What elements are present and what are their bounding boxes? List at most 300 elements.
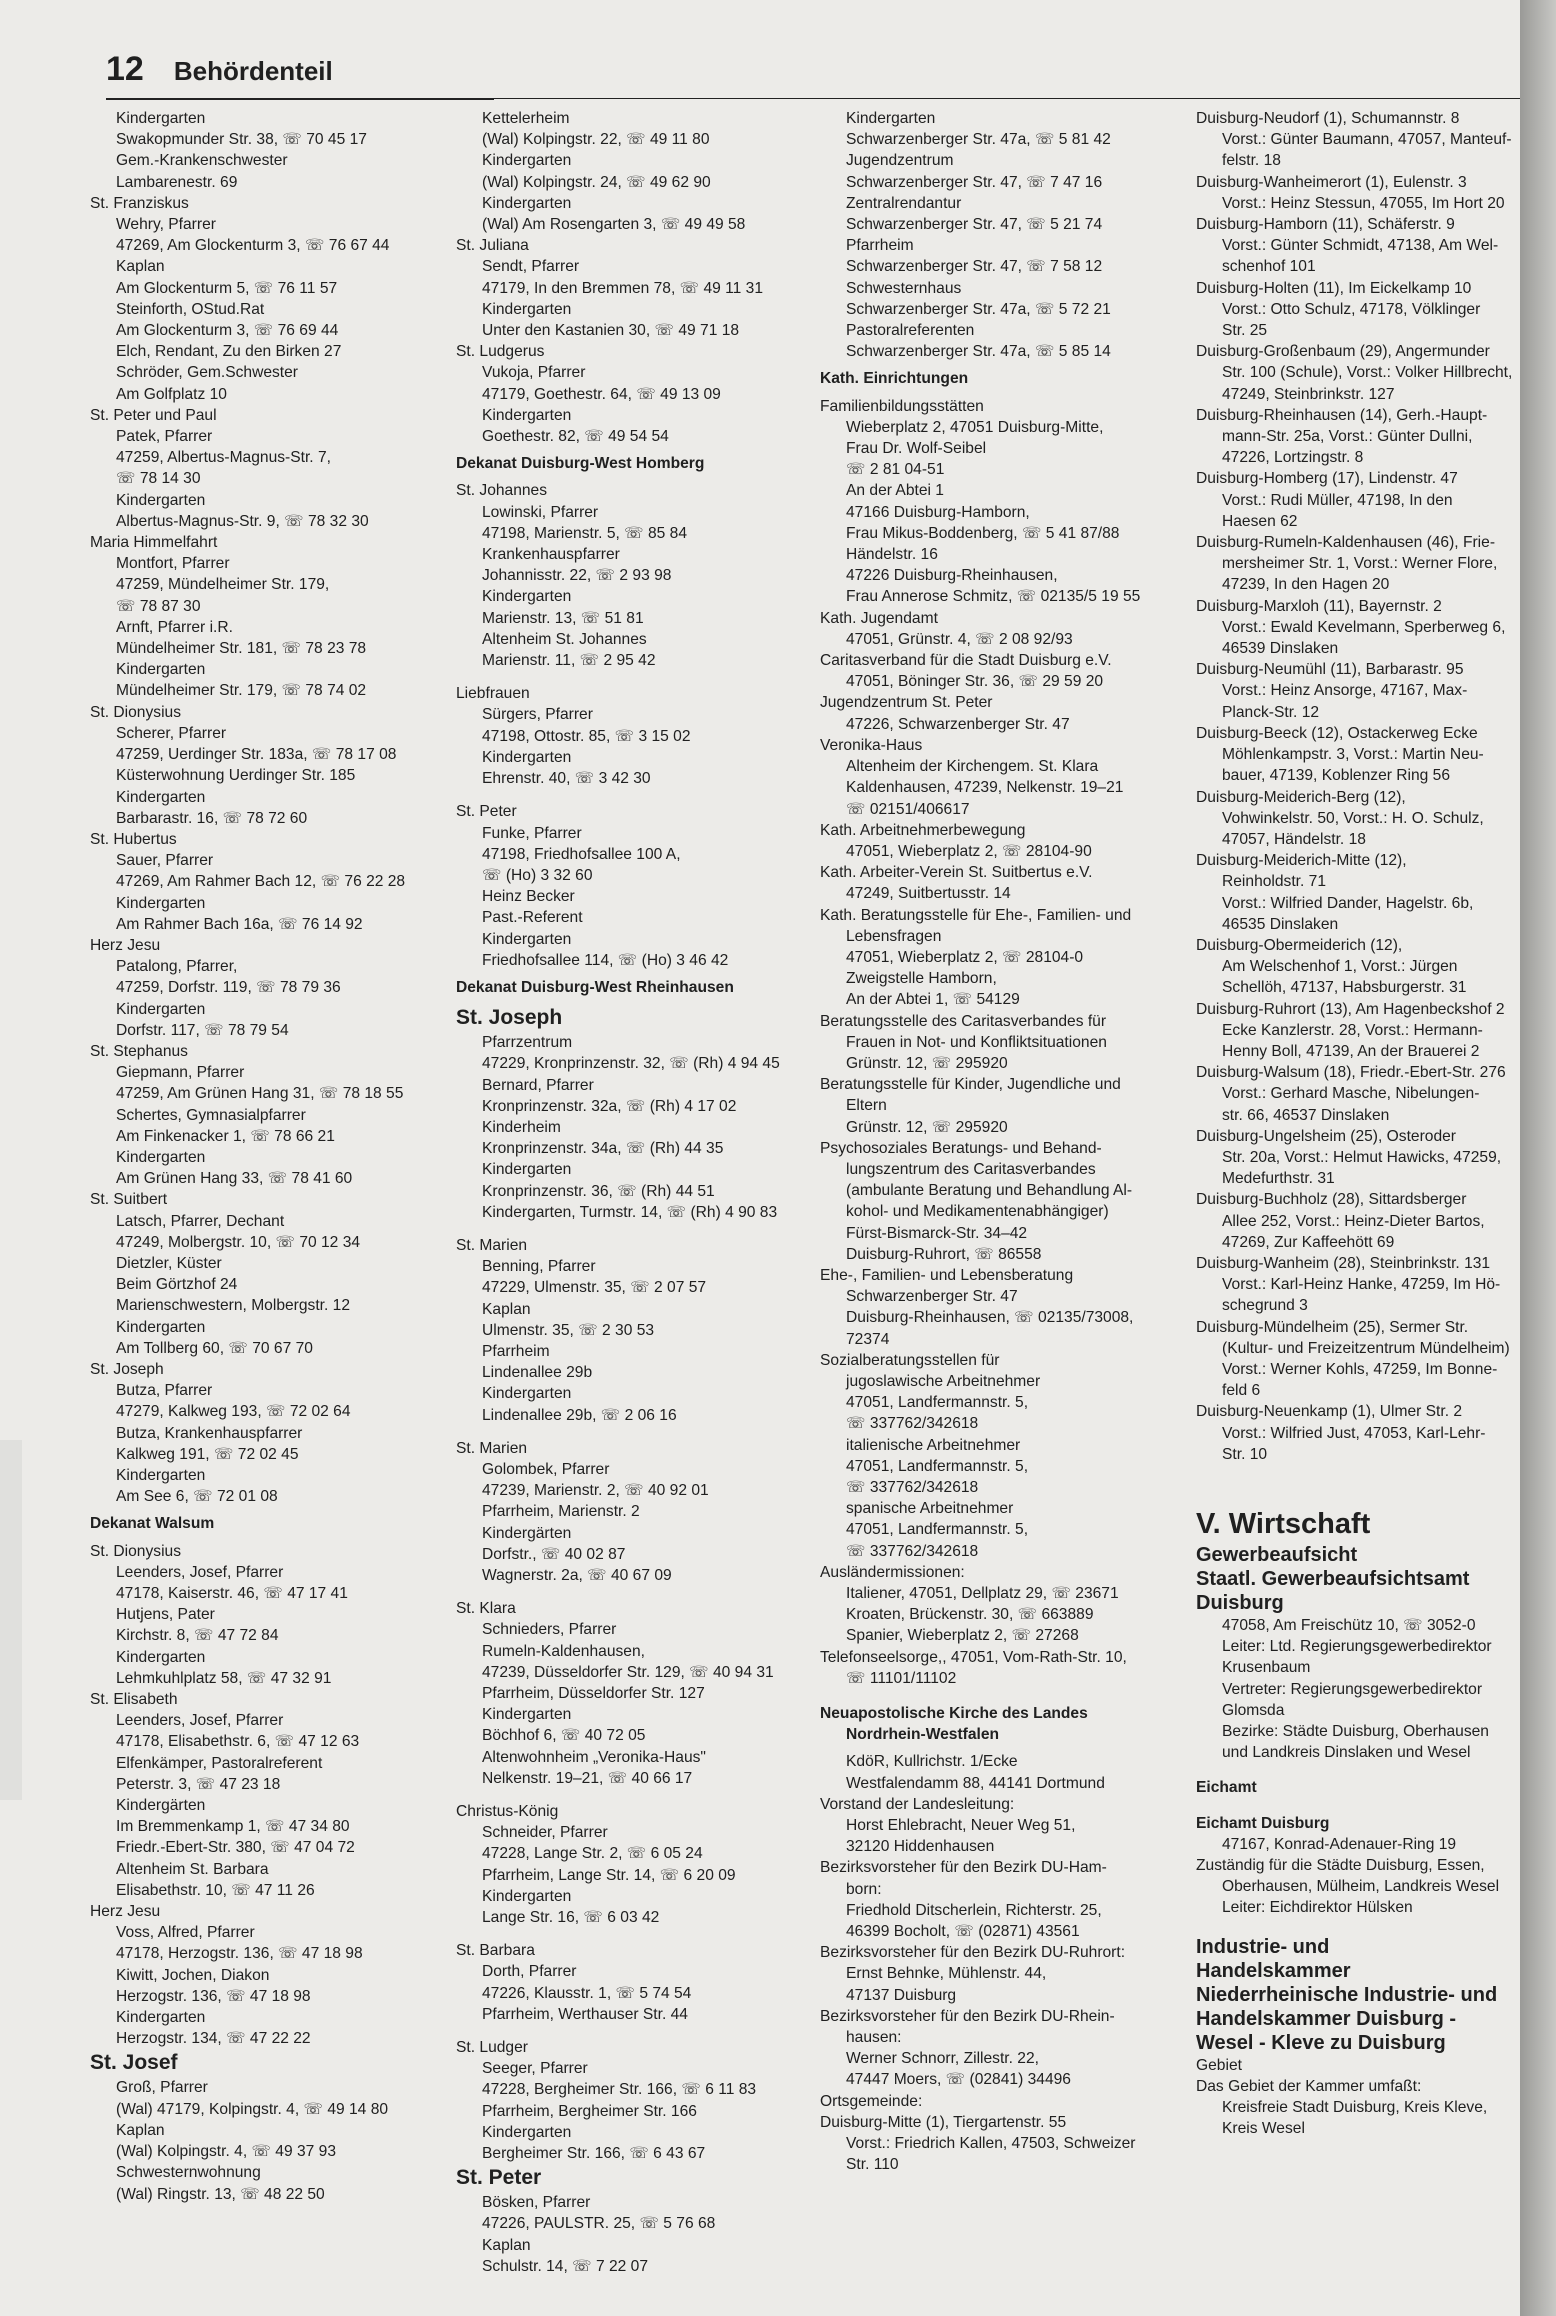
entry-line: (Wal) Am Rosengarten 3, ☏ 49 49 58 bbox=[482, 216, 746, 234]
entry-line: Italiener, 47051, Dellplatz 29, ☏ 23671 bbox=[846, 1585, 1119, 1603]
entry-line: Dorth, Pfarrer bbox=[482, 1963, 577, 1981]
entry-title: Gebiet bbox=[1196, 2056, 1242, 2074]
entry-line: ☏ 337762/342618 bbox=[846, 1415, 979, 1433]
entry-line: Funke, Pfarrer bbox=[482, 824, 582, 842]
entry-title: St. Elisabeth bbox=[90, 1691, 178, 1709]
side-thumb-tab bbox=[0, 1440, 22, 1800]
entry-line: Kindergarten bbox=[482, 588, 572, 606]
entry-line: ☏ 337762/342618 bbox=[846, 1479, 979, 1496]
entry-line: Am Glockenturm 3, ☏ 76 69 44 bbox=[116, 322, 339, 340]
parish-heading: St. Josef bbox=[90, 2051, 178, 2075]
entry-line: Schellöh, 47137, Habsburgerstr. 31 bbox=[1222, 979, 1467, 997]
subheading: Industrie- und bbox=[1196, 1935, 1330, 1958]
entry-line: Pfarrheim bbox=[482, 1342, 550, 1360]
entry-line: Giepmann, Pfarrer bbox=[116, 1064, 245, 1082]
entry-line: Duisburg-Ruhrort, ☏ 86558 bbox=[846, 1245, 1042, 1263]
entry-title: Kath. Jugendamt bbox=[820, 609, 938, 627]
entry-line: (Wal) 47179, Kolpingstr. 4, ☏ 49 14 80 bbox=[116, 2100, 389, 2118]
entry-line: 47447 Moers, ☏ (02841) 34496 bbox=[846, 2071, 1071, 2089]
entry-line: Montfort, Pfarrer bbox=[116, 555, 230, 573]
entry-line: 47051, Grünstr. 4, ☏ 2 08 92/93 bbox=[846, 630, 1073, 648]
entry-line: und Landkreis Dinslaken und Wesel bbox=[1222, 1744, 1471, 1762]
entry-line: Altenheim der Kirchengem. St. Klara bbox=[846, 758, 1099, 776]
entry-line: Seeger, Pfarrer bbox=[482, 2060, 588, 2078]
entry-line: Duisburg-Rheinhausen, ☏ 02135/73008, bbox=[846, 1309, 1134, 1327]
entry-line: Str. 25 bbox=[1222, 322, 1268, 340]
page-header bbox=[106, 50, 333, 89]
entry-line: Eltern bbox=[846, 1097, 887, 1115]
entry-line: Am Tollberg 60, ☏ 70 67 70 bbox=[116, 1339, 313, 1357]
subsection-heading: Neuapostolische Kirche des Landes bbox=[820, 1705, 1088, 1723]
entry-line: Albertus-Magnus-Str. 9, ☏ 78 32 30 bbox=[116, 512, 369, 530]
entry-line: 47179, Goethestr. 64, ☏ 49 13 09 bbox=[482, 385, 721, 403]
entry-line: Str. 110 bbox=[846, 2156, 899, 2174]
entry-line: Vorst.: Karl-Heinz Hanke, 47259, Im Hö- bbox=[1222, 1276, 1501, 1294]
entry-line: Wagnerstr. 2a, ☏ 40 67 09 bbox=[482, 1567, 672, 1584]
entry-line: feld 6 bbox=[1222, 1382, 1261, 1400]
entry-line: Jugendzentrum bbox=[846, 152, 954, 170]
entry-line: Arnft, Pfarrer i.R. bbox=[116, 618, 233, 636]
entry-title: Beratungsstelle des Caritasverbandes für bbox=[820, 1012, 1107, 1030]
subheading: Niederrheinische Industrie- und bbox=[1196, 1983, 1498, 2006]
entry-title: Duisburg-Mündelheim (25), Sermer Str. bbox=[1196, 1318, 1469, 1336]
entry-line: Bezirke: Städte Duisburg, Oberhausen bbox=[1222, 1723, 1489, 1741]
entry-line: Bergheimer Str. 166, ☏ 6 43 67 bbox=[482, 2145, 706, 2163]
entry-title: Duisburg-Meiderich-Mitte (12), bbox=[1196, 852, 1407, 870]
entry-title: St. Dionysius bbox=[90, 703, 181, 721]
entry-line: Vorst.: Werner Kohls, 47259, Im Bonne- bbox=[1222, 1360, 1498, 1378]
entry-line: 47051, Böninger Str. 36, ☏ 29 59 20 bbox=[846, 673, 1104, 691]
entry-line: 47166 Duisburg-Hamborn, bbox=[846, 503, 1030, 521]
entry-line: Kindergarten bbox=[482, 406, 572, 424]
entry-title: Maria Himmelfahrt bbox=[90, 534, 218, 552]
entry-line: kohol- und Medikamentenabhängiger) bbox=[846, 1203, 1109, 1221]
entry-line: Altenwohnheim „Veronika-Haus" bbox=[482, 1748, 706, 1766]
entry-line: Altenheim St. Barbara bbox=[116, 1860, 269, 1878]
entry-line: Kindergarten bbox=[482, 300, 572, 318]
entry-line: Heinz Becker bbox=[482, 888, 575, 906]
entry-line: Voss, Alfred, Pfarrer bbox=[116, 1924, 255, 1942]
entry-line: Past.-Referent bbox=[482, 909, 583, 927]
entry-line: Kindergarten bbox=[482, 1385, 572, 1403]
entry-title: Duisburg-Rheinhausen (14), Gerh.-Haupt- bbox=[1196, 406, 1488, 424]
section-heading: Dekanat Duisburg-West Rheinhausen bbox=[456, 978, 734, 996]
entry-line: Frau Annerose Schmitz, ☏ 02135/5 19 55 bbox=[846, 588, 1141, 606]
entry-line: (Wal) Ringstr. 13, ☏ 48 22 50 bbox=[116, 2185, 325, 2203]
entry-line: Str. 20a, Vorst.: Helmut Hawicks, 47259, bbox=[1222, 1148, 1502, 1166]
entry-line: Friedhofsallee 114, ☏ (Ho) 3 46 42 bbox=[482, 951, 729, 969]
entry-title: Kath. Arbeiter-Verein St. Suitbertus e.V. bbox=[820, 864, 1093, 882]
entry-line: Sendt, Pfarrer bbox=[482, 258, 580, 276]
entry-line: Johannisstr. 22, ☏ 2 93 98 bbox=[482, 567, 672, 585]
entry-line: hausen: bbox=[846, 2029, 902, 2047]
entry-line: 47269, Am Rahmer Bach 12, ☏ 76 22 28 bbox=[116, 873, 406, 891]
entry-title: Ortsgemeinde: bbox=[820, 2092, 923, 2110]
entry-line: Kindergarten bbox=[482, 930, 572, 948]
entry-line: Golombek, Pfarrer bbox=[482, 1460, 610, 1478]
entry-line: Swakopmunder Str. 38, ☏ 70 45 17 bbox=[116, 131, 367, 149]
entry-line: Kindergarten bbox=[116, 491, 206, 509]
subsection-heading: Eichamt Duisburg bbox=[1196, 1814, 1330, 1832]
entry-line: 47051, Landfermannstr. 5, bbox=[846, 1457, 1029, 1475]
entry-line: 46399 Bocholt, ☏ (02871) 43561 bbox=[846, 1923, 1080, 1941]
entry-line: KdöR, Kullrichstr. 1/Ecke bbox=[846, 1753, 1018, 1771]
entry-line: Schwarzenberger Str. 47, ☏ 7 58 12 bbox=[846, 258, 1103, 276]
entry-line: Leenders, Josef, Pfarrer bbox=[116, 1712, 284, 1730]
entry-line: An der Abtei 1, ☏ 54129 bbox=[846, 991, 1020, 1009]
entry-line: (Wal) Kolpingstr. 4, ☏ 49 37 93 bbox=[116, 2143, 337, 2161]
entry-line: Kaplan bbox=[116, 258, 165, 276]
entry-line: Schwarzenberger Str. 47a, ☏ 5 81 42 bbox=[846, 131, 1111, 149]
entry-line: Nelkenstr. 19–21, ☏ 40 66 17 bbox=[482, 1769, 693, 1787]
entry-title: Ausländermissionen: bbox=[820, 1563, 965, 1581]
entry-line: Medefurthstr. 31 bbox=[1222, 1170, 1335, 1188]
entry-line: Elisabethstr. 10, ☏ 47 11 26 bbox=[116, 1881, 315, 1899]
entry-line: Händelstr. 16 bbox=[846, 546, 938, 564]
entry-line: ☏ 78 87 30 bbox=[116, 597, 201, 615]
entry-line: Schwarzenberger Str. 47, ☏ 7 47 16 bbox=[846, 173, 1103, 191]
entry-line: Kindergarten bbox=[482, 1887, 572, 1905]
entry-line: Henny Boll, 47139, An der Brauerei 2 bbox=[1222, 1042, 1480, 1060]
spacer bbox=[456, 2025, 814, 2037]
entry-line: 47269, Am Glockenturm 3, ☏ 76 67 44 bbox=[116, 237, 390, 255]
entry-line: Sürgers, Pfarrer bbox=[482, 706, 593, 724]
entry-line: Str. 100 (Schule), Vorst.: Volker Hillbrecht, bbox=[1222, 364, 1513, 382]
entry-line: Benning, Pfarrer bbox=[482, 1258, 596, 1276]
entry-line: 47259, Albertus-Magnus-Str. 7, bbox=[116, 449, 331, 467]
entry-line: Lindenallee 29b, ☏ 2 06 16 bbox=[482, 1406, 677, 1424]
entry-line: Frau Mikus-Boddenberg, ☏ 5 41 87/88 bbox=[846, 524, 1120, 542]
entry-line: 47051, Wieberplatz 2, ☏ 28104-90 bbox=[846, 842, 1092, 860]
entry-line: Str. 10 bbox=[1222, 1445, 1268, 1463]
entry-title: St. Johannes bbox=[456, 482, 548, 500]
entry-line: ☏ 337762/342618 bbox=[846, 1542, 979, 1560]
entry-line: lungszentrum des Caritasverbandes bbox=[846, 1160, 1096, 1178]
entry-title: St. Suitbert bbox=[90, 1191, 168, 1209]
entry-line: Vorst.: Heinz Stessun, 47055, Im Hort 20 bbox=[1222, 194, 1505, 212]
entry-line: 47058, Am Freischütz 10, ☏ 3052-0 bbox=[1222, 1617, 1476, 1634]
entry-line: Steinforth, OStud.Rat bbox=[116, 300, 265, 318]
entry-title: Jugendzentrum St. Peter bbox=[820, 694, 993, 712]
entry-line: Peterstr. 3, ☏ 47 23 18 bbox=[116, 1775, 281, 1793]
entry-line: Ecke Kanzlerstr. 28, Vorst.: Hermann- bbox=[1222, 1021, 1483, 1039]
entry-line: Vorst.: Otto Schulz, 47178, Völklinger bbox=[1222, 300, 1481, 318]
entry-line: 47229, Kronprinzenstr. 32, ☏ (Rh) 4 94 45 bbox=[482, 1055, 780, 1073]
entry-line: Kindergarten bbox=[846, 110, 936, 127]
entry-line: 47057, Händelstr. 18 bbox=[1222, 830, 1366, 848]
entry-line: Kindergarten bbox=[482, 2123, 572, 2141]
entry-line: 47259, Uerdinger Str. 183a, ☏ 78 17 08 bbox=[116, 746, 397, 764]
column-4 bbox=[1196, 108, 1520, 2139]
entry-title: Zuständig für die Städte Duisburg, Essen, bbox=[1196, 1857, 1485, 1875]
entry-line: Kinderheim bbox=[482, 1118, 561, 1136]
spacer bbox=[456, 789, 814, 801]
entry-line: Herzogstr. 136, ☏ 47 18 98 bbox=[116, 1987, 311, 2005]
entry-line: Kreisfreie Stadt Duisburg, Kreis Kleve, bbox=[1222, 2099, 1488, 2117]
entry-line: Vohwinkelstr. 50, Vorst.: H. O. Schulz, bbox=[1222, 809, 1484, 827]
entry-line: Hutjens, Pater bbox=[116, 1606, 215, 1624]
subheading: Handelskammer Duisburg - bbox=[1196, 2007, 1457, 2030]
entry-line: ☏ 02151/406617 bbox=[846, 800, 970, 818]
entry-title: Vorstand der Landesleitung: bbox=[820, 1795, 1015, 1813]
entry-line: Glomsda bbox=[1222, 1701, 1285, 1719]
entry-line: Lindenallee 29b bbox=[482, 1364, 593, 1382]
entry-line: Krankenhauspfarrer bbox=[482, 546, 620, 564]
entry-line: Vorst.: Günter Baumann, 47057, Manteuf- bbox=[1222, 131, 1512, 149]
entry-line: Vertreter: Regierungsgewerbedirektor bbox=[1222, 1680, 1483, 1698]
entry-line: 47226, Lortzingstr. 8 bbox=[1222, 449, 1364, 467]
entry-title: Duisburg-Wanheimerort (1), Eulenstr. 3 bbox=[1196, 173, 1467, 191]
entry-line: Vukoja, Pfarrer bbox=[482, 364, 586, 382]
entry-title: St. Juliana bbox=[456, 237, 529, 255]
entry-line: Kalkweg 191, ☏ 72 02 45 bbox=[116, 1445, 299, 1463]
entry-title: Beratungsstelle für Kinder, Jugendliche und bbox=[820, 1076, 1121, 1094]
entry-title: St. Dionysius bbox=[90, 1542, 181, 1560]
entry-title: St. Marien bbox=[456, 1236, 528, 1254]
entry-line: 46539 Dinslaken bbox=[1222, 640, 1339, 658]
entry-line: Dorfstr. 117, ☏ 78 79 54 bbox=[116, 1021, 289, 1039]
entry-line: 47051, Wieberplatz 2, ☏ 28104-0 bbox=[846, 948, 1084, 966]
entry-line: Im Bremmenkamp 1, ☏ 47 34 80 bbox=[116, 1818, 350, 1836]
entry-title: Christus-König bbox=[456, 1803, 559, 1821]
entry-title: Kath. Beratungsstelle für Ehe-, Familien- und bbox=[820, 906, 1132, 924]
entry-line: Kindergarten bbox=[482, 194, 572, 212]
entry-line: Schwarzenberger Str. 47 bbox=[846, 1288, 1018, 1306]
entry-line: Kindergarten bbox=[482, 748, 572, 766]
entry-line: Rumeln-Kaldenhausen, bbox=[482, 1642, 645, 1660]
entry-line: Patek, Pfarrer bbox=[116, 428, 213, 446]
entry-title: Duisburg-Ungelsheim (25), Osteroder bbox=[1196, 1127, 1456, 1145]
entry-line: Kindergarten, Turmstr. 14, ☏ (Rh) 4 90 83 bbox=[482, 1203, 778, 1221]
entry-line: 32120 Hiddenhausen bbox=[846, 1838, 995, 1856]
entry-line: Kaplan bbox=[482, 1300, 531, 1318]
entry-line: mersheimer Str. 1, Vorst.: Werner Flore, bbox=[1222, 555, 1498, 573]
entry-line: 47228, Bergheimer Str. 166, ☏ 6 11 83 bbox=[482, 2081, 757, 2099]
entry-line: Herzogstr. 134, ☏ 47 22 22 bbox=[116, 2030, 311, 2048]
entry-line: schenhof 101 bbox=[1222, 258, 1316, 276]
entry-line: Groß, Pfarrer bbox=[116, 2079, 208, 2097]
entry-line: schegrund 3 bbox=[1222, 1297, 1308, 1315]
entry-line: Vorst.: Günter Schmidt, 47138, Am Wel- bbox=[1222, 237, 1499, 255]
entry-line: Vorst.: Gerhard Masche, Nibelungen- bbox=[1222, 1085, 1480, 1103]
entry-line: Schulstr. 14, ☏ 7 22 07 bbox=[482, 2257, 649, 2275]
entry-line: Schnieders, Pfarrer bbox=[482, 1621, 617, 1639]
entry-line: Kindergarten bbox=[116, 661, 206, 679]
entry-line: 47249, Steinbrinkstr. 127 bbox=[1222, 385, 1395, 403]
entry-line: Kaplan bbox=[116, 2121, 165, 2139]
entry-line: Allee 252, Vorst.: Heinz-Dieter Bartos, bbox=[1222, 1212, 1485, 1230]
entry-line: Werner Schnorr, Zillestr. 22, bbox=[846, 2050, 1039, 2068]
entry-title: Duisburg-Beeck (12), Ostackerweg Ecke bbox=[1196, 724, 1478, 742]
entry-line: Am See 6, ☏ 72 01 08 bbox=[116, 1488, 278, 1506]
entry-line: Kirchstr. 8, ☏ 47 72 84 bbox=[116, 1627, 279, 1645]
entry-line: bauer, 47139, Koblenzer Ring 56 bbox=[1222, 767, 1451, 785]
entry-line: Kronprinzenstr. 32a, ☏ (Rh) 4 17 02 bbox=[482, 1097, 737, 1115]
entry-line: Kindergarten bbox=[116, 788, 206, 806]
entry-line: 47178, Herzogstr. 136, ☏ 47 18 98 bbox=[116, 1945, 363, 1963]
entry-title: Duisburg-Neumühl (11), Barbarastr. 95 bbox=[1196, 661, 1464, 679]
entry-line: Altenheim St. Johannes bbox=[482, 630, 647, 648]
entry-line: Spanier, Wieberplatz 2, ☏ 27268 bbox=[846, 1627, 1079, 1645]
entry-line: Fürst-Bismarck-Str. 34–42 bbox=[846, 1224, 1028, 1242]
entry-title: St. Barbara bbox=[456, 1942, 535, 1960]
entry-line: Barbarastr. 16, ☏ 78 72 60 bbox=[116, 809, 308, 827]
entry-line: Elfenkämper, Pastoralreferent bbox=[116, 1754, 323, 1772]
entry-line: Kindergarten bbox=[116, 894, 206, 912]
entry-line: Frauen in Not- und Konfliktsituationen bbox=[846, 1033, 1107, 1051]
entry-line: Kreis Wesel bbox=[1222, 2120, 1305, 2138]
entry-line: 47259, Am Grünen Hang 31, ☏ 78 18 55 bbox=[116, 1085, 404, 1103]
entry-line: 47229, Ulmenstr. 35, ☏ 2 07 57 bbox=[482, 1279, 707, 1297]
entry-title: Duisburg-Marxloh (11), Bayernstr. 2 bbox=[1196, 597, 1442, 615]
entry-line: Schwesternwohnung bbox=[116, 2164, 261, 2182]
entry-line: Kindergarten bbox=[482, 1706, 572, 1724]
entry-line: Am Golfplatz 10 bbox=[116, 385, 227, 403]
entry-title: St. Peter und Paul bbox=[90, 406, 217, 424]
subheading: Gewerbeaufsicht bbox=[1196, 1544, 1358, 1566]
entry-line: italienische Arbeitnehmer bbox=[846, 1436, 1021, 1454]
entry-line: 47226, PAULSTR. 25, ☏ 5 76 68 bbox=[482, 2215, 716, 2233]
entry-line: 47259, Mündelheimer Str. 179, bbox=[116, 576, 330, 594]
column-3 bbox=[820, 108, 1190, 2176]
entry-line: Pfarrheim bbox=[846, 237, 914, 255]
entry-line: Schwarzenberger Str. 47, ☏ 5 21 74 bbox=[846, 216, 1103, 234]
entry-title: Familienbildungsstätten bbox=[820, 397, 984, 415]
entry-line: Frau Dr. Wolf-Seibel bbox=[846, 440, 987, 458]
entry-line: Schröder, Gem.Schwester bbox=[116, 364, 299, 382]
entry-line: Schwesternhaus bbox=[846, 279, 962, 297]
entry-title: Liebfrauen bbox=[456, 685, 530, 703]
entry-title: Sozialberatungsstellen für bbox=[820, 1351, 1000, 1369]
entry-line: Scherer, Pfarrer bbox=[116, 724, 227, 742]
entry-title: Duisburg-Großenbaum (29), Angermunder bbox=[1196, 343, 1490, 361]
entry-line: 46535 Dinslaken bbox=[1222, 915, 1339, 933]
entry-line: Pfarrzentrum bbox=[482, 1034, 573, 1052]
entry-line: ☏ 11101/11102 bbox=[846, 1669, 957, 1687]
entry-line: 47137 Duisburg bbox=[846, 1986, 957, 2004]
spacer bbox=[456, 671, 814, 683]
entry-title: St. Stephanus bbox=[90, 1042, 188, 1060]
entry-line: Ulmenstr. 35, ☏ 2 30 53 bbox=[482, 1321, 655, 1339]
entry-line: 47051, Landfermannstr. 5, bbox=[846, 1394, 1029, 1412]
entry-title: Das Gebiet der Kammer umfaßt: bbox=[1196, 2077, 1422, 2095]
entry-line: Pfarrheim, Werthauser Str. 44 bbox=[482, 2005, 688, 2023]
entry-line: Pfarrheim, Düsseldorfer Str. 127 bbox=[482, 1685, 705, 1703]
entry-line: Butza, Krankenhauspfarrer bbox=[116, 1424, 303, 1442]
entry-line: Leenders, Josef, Pfarrer bbox=[116, 1563, 284, 1581]
entry-line: Leiter: Eichdirektor Hülsken bbox=[1222, 1899, 1413, 1917]
entry-line: 47239, Marienstr. 2, ☏ 40 92 01 bbox=[482, 1482, 709, 1500]
entry-line: (Wal) Kolpingstr. 22, ☏ 49 11 80 bbox=[482, 131, 710, 149]
entry-line: Elch, Rendant, Zu den Birken 27 bbox=[116, 343, 342, 361]
entry-line: Patalong, Pfarrer, bbox=[116, 958, 238, 976]
entry-line: Kindergarten bbox=[482, 1161, 572, 1179]
entry-title: Herz Jesu bbox=[90, 1903, 161, 1921]
entry-line: 47198, Ottostr. 85, ☏ 3 15 02 bbox=[482, 727, 691, 745]
entry-title: St. Hubertus bbox=[90, 830, 177, 848]
entry-title: Telefonseelsorge,, 47051, Vom-Rath-Str. 10, bbox=[820, 1648, 1127, 1666]
entry-line: Bernard, Pfarrer bbox=[482, 1076, 594, 1094]
entry-line: Marienschwestern, Molbergstr. 12 bbox=[116, 1297, 351, 1315]
entry-line: 47226, Schwarzenberger Str. 47 bbox=[846, 715, 1070, 733]
entry-line: Mündelheimer Str. 179, ☏ 78 74 02 bbox=[116, 682, 367, 700]
entry-line: (Kultur- und Freizeitzentrum Mündelheim) bbox=[1222, 1339, 1510, 1357]
entry-line: Böchhof 6, ☏ 40 72 05 bbox=[482, 1727, 646, 1745]
entry-line: felstr. 18 bbox=[1222, 152, 1281, 170]
entry-line: Pfarrheim, Marienstr. 2 bbox=[482, 1503, 640, 1521]
entry-line: Ernst Behnke, Mühlenstr. 44, bbox=[846, 1965, 1047, 1983]
entry-line: Am Welschenhof 1, Vorst.: Jürgen bbox=[1222, 958, 1458, 976]
entry-line: Westfalendamm 88, 44141 Dortmund bbox=[846, 1774, 1105, 1792]
subheading: Staatl. Gewerbeaufsichtsamt bbox=[1196, 1568, 1470, 1590]
entry-line: Kroaten, Brückenstr. 30, ☏ 663889 bbox=[846, 1606, 1094, 1624]
entry-line: Grünstr. 12, ☏ 295920 bbox=[846, 1118, 1008, 1136]
entry-line: Reinholdstr. 71 bbox=[1222, 873, 1327, 891]
entry-title: Caritasverband für die Stadt Duisburg e.V. bbox=[820, 652, 1112, 670]
entry-line: 47226 Duisburg-Rheinhausen, bbox=[846, 567, 1058, 585]
entry-line: Wieberplatz 2, 47051 Duisburg-Mitte, bbox=[846, 418, 1104, 436]
page-gutter-shadow bbox=[1520, 0, 1556, 2316]
entry-line: Oberhausen, Mülheim, Landkreis Wesel bbox=[1222, 1878, 1500, 1896]
entry-line: Kiwitt, Jochen, Diakon bbox=[116, 1966, 270, 1984]
header-rule-1 bbox=[106, 98, 494, 100]
entry-title: Duisburg-Walsum (18), Friedr.-Ebert-Str. 276 bbox=[1196, 1064, 1506, 1082]
entry-title: St. Franziskus bbox=[90, 194, 189, 212]
entry-line: 47228, Lange Str. 2, ☏ 6 05 24 bbox=[482, 1845, 703, 1863]
subheading: Wesel - Kleve zu Duisburg bbox=[1196, 2031, 1446, 2054]
entry-line: str. 66, 46537 Dinslaken bbox=[1222, 1106, 1390, 1124]
entry-line: 47179, In den Bremmen 78, ☏ 49 11 31 bbox=[482, 279, 764, 297]
entry-line: Zentralrendantur bbox=[846, 194, 962, 212]
entry-title: Duisburg-Ruhrort (13), Am Hagenbeckshof 2 bbox=[1196, 1000, 1505, 1018]
entry-line: Lambarenestr. 69 bbox=[116, 173, 238, 191]
entry-line: Lehmkuhlplatz 58, ☏ 47 32 91 bbox=[116, 1669, 332, 1687]
entry-line: 47051, Landfermannstr. 5, bbox=[846, 1521, 1029, 1539]
entry-line: Vorst.: Wilfried Just, 47053, Karl-Lehr- bbox=[1222, 1424, 1486, 1442]
entry-line: Ehrenstr. 40, ☏ 3 42 30 bbox=[482, 770, 651, 788]
chapter-heading: V. Wirtschaft bbox=[1196, 1508, 1371, 1540]
entry-line: Möhlenkampstr. 3, Vorst.: Martin Neu- bbox=[1222, 746, 1484, 764]
entry-line: Am Glockenturm 5, ☏ 76 11 57 bbox=[116, 279, 338, 297]
entry-line: Goethestr. 82, ☏ 49 54 54 bbox=[482, 428, 669, 446]
entry-line: Kindergärten bbox=[116, 1797, 206, 1815]
entry-line: (ambulante Beratung und Behandlung Al- bbox=[846, 1182, 1133, 1200]
entry-line: 47226, Klausstr. 1, ☏ 5 74 54 bbox=[482, 1984, 692, 2002]
entry-line: Schertes, Gymnasialpfarrer bbox=[116, 1106, 306, 1124]
entry-line: Marienstr. 13, ☏ 51 81 bbox=[482, 609, 644, 627]
section-title: Behördenteil bbox=[173, 56, 333, 86]
entry-line: 47239, In den Hagen 20 bbox=[1222, 576, 1390, 594]
entry-line: Vorst.: Heinz Ansorge, 47167, Max- bbox=[1222, 682, 1468, 700]
subheading: Handelskammer bbox=[1196, 1959, 1351, 1982]
entry-line: An der Abtei 1 bbox=[846, 482, 944, 500]
entry-title: Duisburg-Rumeln-Kaldenhausen (46), Frie- bbox=[1196, 534, 1496, 552]
entry-title: Duisburg-Hamborn (11), Schäferstr. 9 bbox=[1196, 216, 1455, 234]
entry-line: 72374 bbox=[846, 1330, 890, 1348]
entry-line: Bösken, Pfarrer bbox=[482, 2194, 591, 2212]
entry-line: 47249, Molbergstr. 10, ☏ 70 12 34 bbox=[116, 1233, 361, 1251]
entry-line: 47239, Düsseldorfer Str. 129, ☏ 40 94 31 bbox=[482, 1663, 774, 1681]
entry-title: St. Peter bbox=[456, 803, 517, 821]
entry-line: 47269, Zur Kaffeehött 69 bbox=[1222, 1233, 1395, 1251]
entry-line: Schneider, Pfarrer bbox=[482, 1824, 608, 1842]
entry-line: Latsch, Pfarrer, Dechant bbox=[116, 1212, 285, 1230]
entry-line: Kindergarten bbox=[116, 1318, 206, 1336]
entry-line: Schwarzenberger Str. 47a, ☏ 5 85 14 bbox=[846, 343, 1111, 361]
entry-title: Duisburg-Neudorf (1), Schumannstr. 8 bbox=[1196, 110, 1460, 127]
entry-line: Grünstr. 12, ☏ 295920 bbox=[846, 1054, 1008, 1072]
entry-line: ☏ 78 14 30 bbox=[116, 470, 201, 488]
